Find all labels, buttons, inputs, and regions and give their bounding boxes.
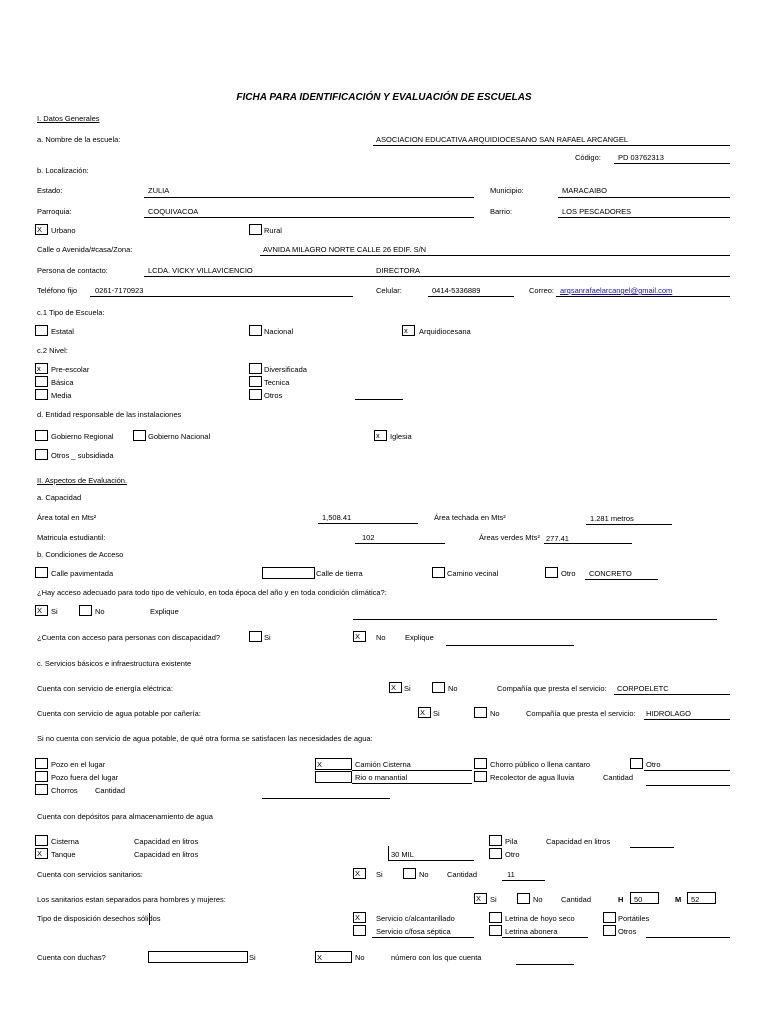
pila-capacidad-label: Capacidad en litros (546, 837, 611, 846)
area-total-line (318, 523, 418, 524)
nivel-label: c.2 Nivel: (37, 346, 68, 355)
discapacidad-explique-label: Explique (405, 633, 434, 642)
nacional-checkbox[interactable] (249, 325, 262, 336)
calle-label: Calle o Avenida/#casa/Zona: (37, 245, 133, 254)
agua-question: Cuenta con servicio de agua potable por cañería: (37, 709, 201, 718)
telefono-line (90, 296, 353, 297)
localizacion-label: b. Localización: (37, 166, 89, 175)
duchas-si-checkbox[interactable] (148, 951, 248, 963)
preescolar-checkbox[interactable]: x (35, 363, 48, 374)
tipo-escuela-label: c.1 Tipo de Escuela: (37, 308, 105, 317)
duchas-no-mark: X (317, 953, 323, 962)
agua-no-checkbox[interactable] (474, 707, 487, 718)
energia-si-checkbox[interactable]: X (389, 682, 402, 693)
energia-no-label: No (448, 684, 458, 693)
depositos-question: Cuenta con depósitos para almacenamiento de agua (37, 812, 213, 821)
area-total-value: 1,508.41 (322, 513, 352, 522)
municipio-value: MARACAIBO (562, 186, 608, 195)
calle-pavimentada-label: Calle pavimentada (51, 569, 114, 578)
pozo-lugar-checkbox[interactable] (35, 758, 48, 769)
fosa-label: Servicio c/fosa séptica (376, 927, 451, 936)
calle-tierra-label: Calle de tierra (316, 569, 363, 578)
mujeres-label: M (675, 895, 682, 904)
vehiculo-no-label: No (95, 607, 105, 616)
section-2-heading: II. Aspectos de Evaluación. (37, 476, 128, 485)
pozo-fuera-checkbox[interactable] (35, 771, 48, 782)
agua-compania-label: Compañía que presta el servicio: (526, 709, 636, 718)
gob-nacional-checkbox[interactable] (133, 430, 146, 441)
celular-label: Celular: (376, 286, 402, 295)
rio-checkbox[interactable] (315, 771, 352, 783)
separados-si-label: Si (490, 895, 497, 904)
area-techada-label: Área techada en Mts² (434, 513, 506, 522)
arquidiocesana-checkbox[interactable]: x (402, 325, 415, 336)
pila-capacidad-line (630, 847, 674, 848)
school-name-value: ASOCIACION EDUCATIVA ARQUIDIOCESANO SAN RAFAEL ARCANGEL (376, 135, 629, 144)
calle-tierra-checkbox[interactable] (262, 567, 315, 579)
otro-agua-line (644, 770, 730, 771)
recolector-cantidad-line (646, 785, 730, 786)
diversificada-label: Diversificada (264, 365, 307, 374)
chorro-publico-label: Chorro público o llena cantaro (490, 760, 591, 769)
media-checkbox[interactable] (35, 389, 48, 400)
contacto-label: Persona de contacto: (37, 266, 108, 275)
discapacidad-no-checkbox[interactable]: X (353, 631, 366, 642)
agua-si-checkbox[interactable]: X (418, 707, 431, 718)
pozo-fuera-label: Pozo fuera del lugar (51, 773, 119, 782)
rio-label: Rio o manantial (355, 773, 408, 782)
mujeres-value: 52 (691, 895, 700, 904)
parroquia-label: Parroquia: (37, 207, 72, 216)
vehiculo-question: ¿Hay acceso adecuado para todo tipo de vehículo, en toda época del año y en toda condición climática?: (37, 588, 387, 597)
vehiculo-explique-line (353, 619, 717, 620)
recolector-label: Recolector de agua lluvia (490, 773, 575, 782)
tecnica-label: Tecnica (264, 378, 290, 387)
energia-compania-label: Compañía que presta el servicio: (497, 684, 607, 693)
otro-acceso-checkbox[interactable] (545, 567, 558, 578)
acceso-label: b. Condiciones de Acceso (37, 550, 124, 559)
hombres-label: H (618, 895, 624, 904)
agua-compania-line (644, 719, 730, 720)
discapacidad-si-label: Si (264, 633, 271, 642)
cargo-value: DIRECTORA (376, 266, 421, 275)
vehiculo-no-checkbox[interactable] (79, 605, 92, 616)
vehiculo-si-checkbox[interactable]: X (35, 605, 48, 616)
duchas-numero-label: número con los que cuenta (391, 953, 482, 962)
letrina-hoyo-label: Letrina de hoyo seco (505, 914, 575, 923)
telefono-value: 0261-7170923 (95, 286, 144, 295)
discapacidad-question: ¿Cuenta con acceso para personas con discapacidad? (37, 633, 221, 642)
portatiles-checkbox[interactable] (603, 912, 616, 923)
pozo-lugar-label: Pozo en el lugar (51, 760, 106, 769)
correo-link[interactable]: arqsanrafaelarcangel@gmail.com (560, 286, 673, 295)
agua-si-label: Si (433, 709, 440, 718)
section-1-heading: I. Datos Generales (37, 114, 100, 123)
estado-value: ZULIA (148, 186, 170, 195)
recolector-checkbox[interactable] (474, 771, 487, 782)
barrio-label: Barrio: (490, 207, 513, 216)
portatiles-label: Portátiles (618, 914, 650, 923)
municipio-line (558, 197, 730, 198)
urbano-checkbox[interactable]: X (35, 224, 48, 235)
rural-checkbox[interactable] (249, 224, 262, 235)
matricula-value: 102 (362, 533, 375, 542)
school-name-line (373, 145, 730, 146)
gob-regional-checkbox[interactable] (35, 430, 48, 441)
camion-mark: X (317, 760, 323, 769)
telefono-label: Teléfono fijo (37, 286, 78, 295)
vehiculo-si-label: Si (51, 607, 58, 616)
school-name-label: a. Nombre de la escuela: (37, 135, 121, 144)
otro-deposito-label: Otro (505, 850, 520, 859)
letrina-abonera-line (502, 937, 588, 938)
area-techada-line (586, 524, 672, 525)
chorro-publico-checkbox[interactable] (474, 758, 487, 769)
alcantarillado-label: Servicio c/alcantarillado (376, 914, 455, 923)
pila-checkbox[interactable] (489, 835, 502, 846)
letrina-hoyo-checkbox[interactable] (489, 912, 502, 923)
municipio-label: Municipio: (490, 186, 524, 195)
tanque-checkbox[interactable]: X (35, 848, 48, 859)
codigo-value: PD 03762313 (618, 153, 664, 162)
estatal-checkbox[interactable] (35, 325, 48, 336)
rio-line (352, 783, 472, 784)
estatal-label: Estatal (51, 327, 74, 336)
sanitarios-si-checkbox[interactable]: X (353, 868, 366, 879)
otros-desechos-line (646, 937, 730, 938)
servicios-label: c. Servicios básicos e infraestructura existente (37, 659, 192, 668)
sanitarios-si-label: Si (376, 870, 383, 879)
otros-subsidiada-label: Otros _ subsidiada (51, 451, 114, 460)
sanitarios-no-label: No (419, 870, 429, 879)
preescolar-label: Pre-escolar (51, 365, 90, 374)
otro-acceso-label: Otro (561, 569, 576, 578)
discapacidad-no-label: No (376, 633, 386, 642)
codigo-label: Código: (575, 153, 601, 162)
areas-verdes-label: Áreas verdes Mts² (479, 533, 540, 542)
fosa-checkbox[interactable] (353, 925, 366, 936)
chorros-cantidad-line (262, 798, 390, 799)
cisterna-capacidad-label: Capacidad en litros (134, 837, 199, 846)
fosa-line (372, 937, 474, 938)
otros-nivel-label: Otros (264, 391, 283, 400)
vehiculo-explique-label: Explique (150, 607, 179, 616)
tanque-capacidad-value: 30 MIL (391, 850, 414, 859)
duchas-numero-line (516, 964, 574, 965)
contacto-line (144, 276, 730, 277)
areas-verdes-line (544, 543, 632, 544)
cisterna-checkbox[interactable] (35, 835, 48, 846)
calle-pavimentada-checkbox[interactable] (35, 567, 48, 578)
gob-regional-label: Gobierno Regional (51, 432, 114, 441)
sanitarios-cantidad-value: 11 (507, 870, 515, 879)
chorros-label: Chorros (51, 786, 78, 795)
sin-agua-question: Si no cuenta con servicio de agua potable, de qué otra forma se satisfacen las necesidades de agua: (37, 734, 373, 743)
arquidiocesana-label: Arquidiocesana (419, 327, 471, 336)
agua-no-label: No (490, 709, 500, 718)
codigo-line (614, 163, 730, 164)
desechos-question: Tipo de disposición desechos sólidos (37, 914, 161, 923)
estado-label: Estado: (37, 186, 63, 195)
calle-line (260, 255, 730, 256)
tecnica-checkbox[interactable] (249, 376, 262, 387)
otros-desechos-checkbox[interactable] (603, 925, 616, 936)
cisterna-label: Cisterna (51, 837, 79, 846)
discapacidad-si-checkbox[interactable] (249, 631, 262, 642)
correo-label: Correo: (529, 286, 555, 295)
iglesia-checkbox[interactable]: x (374, 430, 387, 441)
correo-value-wrap (560, 286, 672, 295)
desechos-cursor (149, 913, 150, 925)
calle-value: AVNIDA MILAGRO NORTE CALLE 26 EDIF. S/N (263, 245, 427, 254)
camino-vecinal-label: Camino vecinal (447, 569, 499, 578)
urbano-label: Urbano (51, 226, 76, 235)
otros-nivel-checkbox[interactable] (249, 389, 262, 400)
sanitarios-no-checkbox[interactable] (403, 868, 416, 879)
chorros-checkbox[interactable] (35, 784, 48, 795)
basica-checkbox[interactable] (35, 376, 48, 387)
otros-desechos-label: Otros (618, 927, 637, 936)
matricula-line (355, 543, 445, 544)
media-label: Media (51, 391, 72, 400)
chorros-cantidad-label: Cantidad (95, 786, 126, 795)
area-techada-value: 1.281 metros (590, 514, 634, 523)
energia-question: Cuenta con servicio de energía eléctrica: (37, 684, 173, 693)
area-total-label: Área total en Mts² (37, 513, 97, 522)
tanque-capacidad-divider (388, 846, 389, 860)
otro-acceso-line (585, 579, 658, 580)
duchas-si-label: Si (249, 953, 256, 962)
diversificada-checkbox[interactable] (249, 363, 262, 374)
letrina-abonera-label: Letrina abonera (505, 927, 558, 936)
energia-si-label: Si (404, 684, 411, 693)
basica-label: Básica (51, 378, 74, 387)
otro-agua-label: Otro (646, 760, 661, 769)
energia-compania-line (614, 694, 730, 695)
hombres-value: 50 (634, 895, 643, 904)
separados-question: Los sanitarios estan separados para hombres y mujeres: (37, 895, 226, 904)
separados-si-checkbox[interactable]: X (474, 893, 487, 904)
tanque-label: Tanque (51, 850, 76, 859)
tanque-capacidad-line (388, 860, 474, 861)
camino-vecinal-checkbox[interactable] (432, 567, 445, 578)
letrina-abonera-checkbox[interactable] (489, 925, 502, 936)
energia-no-checkbox[interactable] (432, 682, 445, 693)
form-title: FICHA PARA IDENTIFICACIÓN Y EVALUACIÓN DE ESCUELAS (236, 92, 532, 103)
estado-line (144, 197, 474, 198)
camion-line (352, 770, 472, 771)
entidad-label: d. Entidad responsable de las instalaciones (37, 410, 182, 419)
parroquia-line (144, 217, 474, 218)
duchas-question: Cuenta con duchas? (37, 953, 106, 962)
separados-cantidad-label: Cantidad (561, 895, 592, 904)
areas-verdes-value: 277.41 (546, 534, 569, 543)
duchas-no-label: No (355, 953, 365, 962)
recolector-cantidad-label: Cantidad (603, 773, 634, 782)
otro-acceso-value: CONCRETO (589, 569, 632, 578)
barrio-line (558, 217, 730, 218)
rural-label: Rural (264, 226, 282, 235)
otro-deposito-checkbox[interactable] (489, 848, 502, 859)
barrio-value: LOS PESCADORES (562, 207, 632, 216)
sanitarios-question: Cuenta con servicios sanitarios: (37, 870, 143, 879)
sanitarios-cantidad-line (502, 880, 545, 881)
separados-no-label: No (533, 895, 543, 904)
otro-agua-checkbox[interactable] (630, 758, 643, 769)
contacto-value: LCDA. VICKY VILLAVICENCIO (148, 266, 253, 275)
matricula-label: Matricula estudiantil: (37, 533, 106, 542)
otros-subsidiada-checkbox[interactable] (35, 449, 48, 460)
capacidad-label: a. Capacidad (37, 493, 82, 502)
energia-compania-value: CORPOELETC (617, 684, 669, 693)
pila-label: Pila (505, 837, 518, 846)
camion-label: Camión Cisterna (355, 760, 411, 769)
correo-line (556, 296, 730, 297)
iglesia-label: Iglesia (390, 432, 412, 441)
gob-nacional-label: Gobierno Nacional (148, 432, 211, 441)
separados-no-checkbox[interactable] (517, 893, 530, 904)
sanitarios-cantidad-label: Cantidad (447, 870, 478, 879)
nacional-label: Nacional (264, 327, 294, 336)
otros-nivel-line (355, 399, 403, 400)
agua-compania-value: HIDROLAGO (646, 709, 692, 718)
celular-line (428, 296, 514, 297)
discapacidad-explique-line (446, 645, 574, 646)
parroquia-value: COQUIVACOA (148, 207, 199, 216)
tanque-capacidad-label: Capacidad en litros (134, 850, 199, 859)
alcantarillado-checkbox[interactable]: X (353, 912, 366, 923)
celular-value: 0414-5336889 (432, 286, 481, 295)
